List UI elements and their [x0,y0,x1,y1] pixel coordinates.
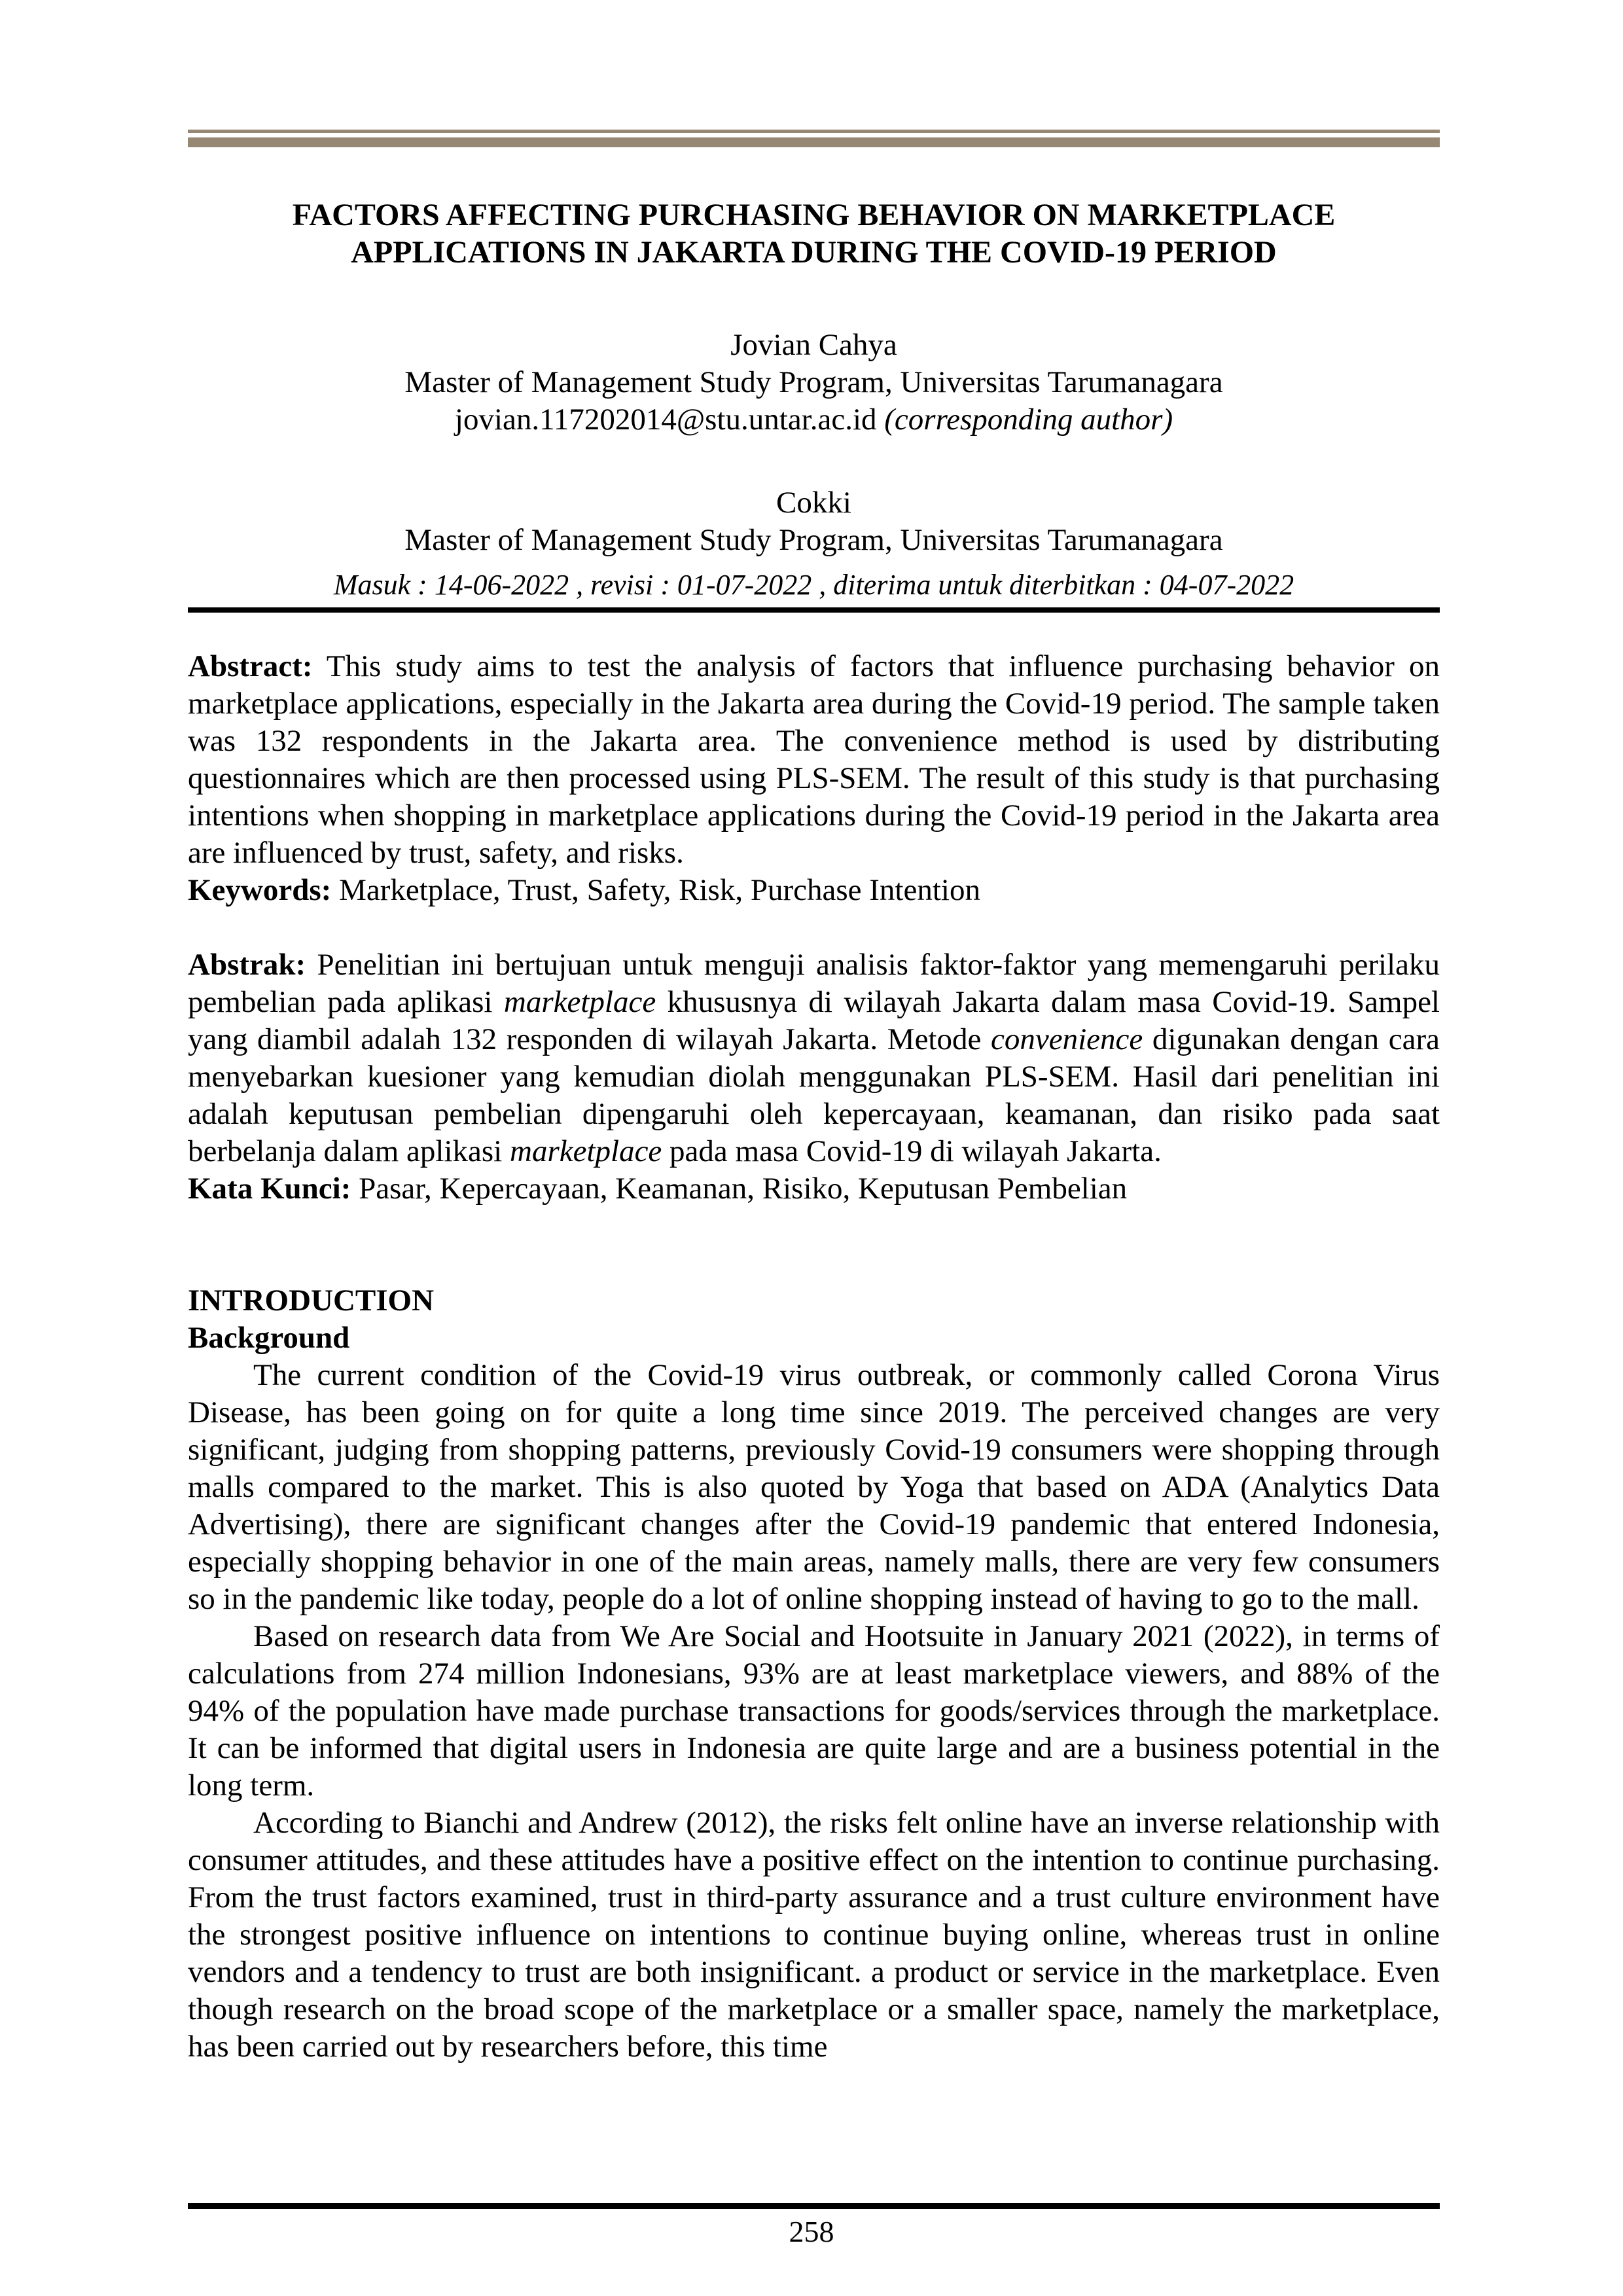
author-block-1 [188,327,1440,439]
author-2-affiliation: Master of Management Study Program, Universitas Tarumanagara [404,523,1223,557]
italic-term-convenience: convenience [991,1022,1143,1056]
abstract-paragraph [188,648,1440,872]
author-2-name: Cokki [776,486,851,520]
footer-rule [188,2203,1440,2209]
italic-term-marketplace-2: marketplace [510,1134,662,1168]
author-1-name: Jovian Cahya [730,328,897,362]
abstract-text: This study aims to test the analysis of factors that influence purchasing behavior on marketplace applications, especially in the Jakarta area during the Covid-19 period. The sample taken was 132 respondents in the Jakarta area. The convenience method is used by distributing questionnaires which are then processed using PLS-SEM. The result of this study is that purchasing intentions when shopping in marketplace applications during the Covid-19 period in the Jakarta area are influenced by trust, safety, and risks. [188,649,1440,870]
header-rule-thin [188,130,1440,133]
divider-rule [188,607,1440,613]
abstrak-text-part-1: Penelitian ini bertujuan untuk menguji analisis faktor-faktor yang memengaruhi perilaku pembelian pada aplikasi [188,948,1440,1019]
kata-kunci-line [188,1170,1440,1208]
header-rule-thick [188,137,1440,147]
abstrak-text-part-2: khususnya di wilayah Jakarta dalam masa Covid-19. Sampel yang diambil adalah 132 responden di wilayah Jakarta. Metode [188,985,1440,1056]
abstrak-text-part-4: pada masa Covid-19 di wilayah Jakarta. [662,1134,1162,1168]
author-1-email: jovian.117202014@stu.untar.ac.id [454,403,877,437]
keywords-text: Marketplace, Trust, Safety, Risk, Purchase Intention [331,873,980,907]
paper-title: FACTORS AFFECTING PURCHASING BEHAVIOR ON MARKETPLACE APPLICATIONS IN JAKARTA DURING THE COVID-19 PERIOD [292,198,1336,270]
abstrak-text-part-3: digunakan dengan cara menyebarkan kuesioner yang kemudian diolah menggunakan PLS-SEM. Hasil dari penelitian ini adalah keputusan pembelian dipengaruhi oleh kepercayaan, keamanan, dan risiko pada saat berbelanja dalam aplikasi [188,1022,1440,1168]
intro-paragraph-3: According to Bianchi and Andrew (2012), the risks felt online have an inverse relationship with consumer attitudes, and these attitudes have a positive effect on the intention to continue purchasing. From the trust factors examined, trust in third-party assurance and a trust culture environment have the strongest positive influence on intentions to continue buying online, whereas trust in online vendors and a tendency to trust are both insignificant. a product or service in the marketplace. Even though research on the broad scope of the marketplace or a smaller space, namely the marketplace, has been carried out by researchers before, this time [188,1806,1440,2064]
abstract-label: Abstract: [188,649,313,683]
introduction-heading: INTRODUCTION [188,1283,435,1318]
keywords-label: Keywords: [188,873,332,907]
corresponding-author-note: (corresponding author) [876,403,1173,437]
background-subheading: Background [188,1321,350,1355]
submission-dates: Masuk : 14-06-2022 , revisi : 01-07-2022 , diterima untuk diterbitkan : 04-07-2022 [333,569,1294,601]
intro-paragraph-1: The current condition of the Covid-19 virus outbreak, or commonly called Corona Virus Disease, has been going on for quite a long time since 2019. The perceived changes are very significant, judging from shopping patterns, previously Covid-19 consumers were shopping through malls compared to the market. This is also quoted by Yoga that based on ADA (Analytics Data Advertising), there are significant changes after the Covid-19 pandemic that entered Indonesia, especially shopping behavior in one of the main areas, namely malls, there are very few consumers so in the pandemic like today, people do a lot of online shopping instead of having to go to the mall. [188,1358,1440,1616]
abstrak-label: Abstrak: [188,948,306,982]
author-block-2 [188,484,1440,559]
author-1-email-line [188,401,1440,439]
kata-kunci-label: Kata Kunci: [188,1172,351,1206]
kata-kunci-text: Pasar, Kepercayaan, Keamanan, Risiko, Keputusan Pembelian [351,1172,1128,1206]
page-content [188,0,1440,2066]
abstrak-paragraph [188,946,1440,1170]
page-number: 258 [789,2215,834,2248]
italic-term-marketplace-1: marketplace [503,985,656,1019]
author-1-affiliation: Master of Management Study Program, Universitas Tarumanagara [404,365,1223,399]
keywords-line [188,872,1440,909]
intro-paragraph-2: Based on research data from We Are Social and Hootsuite in January 2021 (2022), in terms of calculations from 274 million Indonesians, 93% are at least marketplace viewers, and 88% of the 94% of the population have made purchase transactions for goods/services through the marketplace. It can be informed that digital users in Indonesia are quite large and are a business potential in the long term. [188,1619,1440,1803]
